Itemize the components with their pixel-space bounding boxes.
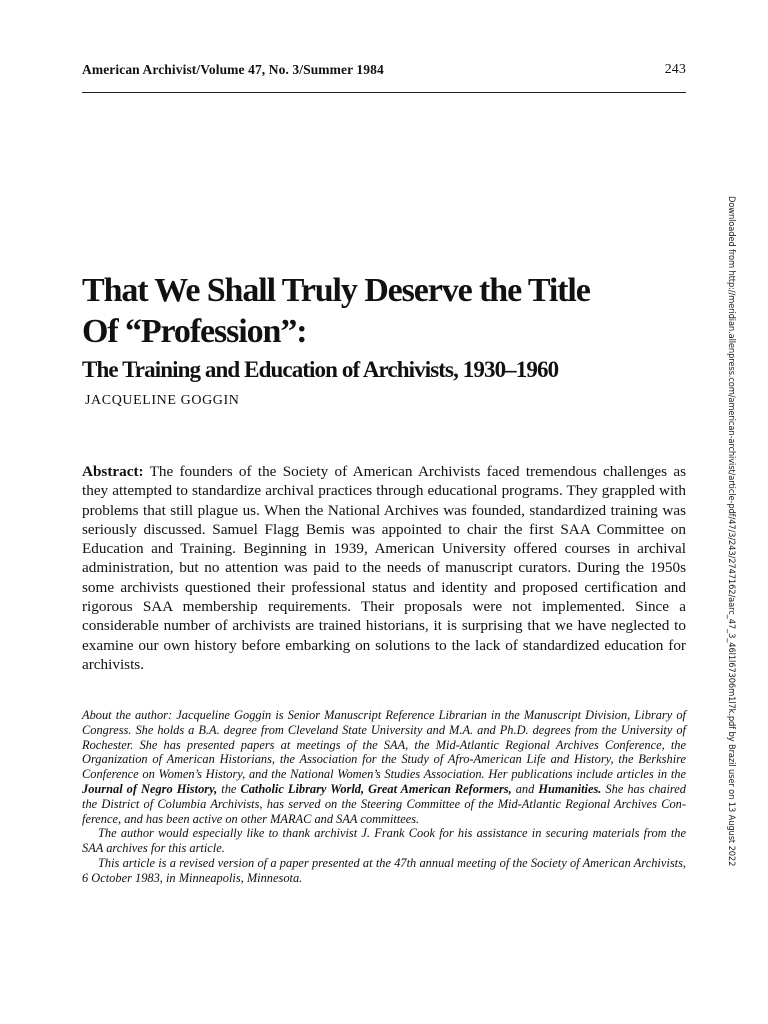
article-title-line-1: That We Shall Truly Deserve the Title bbox=[82, 272, 590, 309]
publication-title: Catholic Library World, Great American Reformers, bbox=[240, 781, 512, 796]
publication-title: Journal of Negro History, bbox=[82, 781, 218, 796]
running-head bbox=[82, 62, 686, 82]
about-author-note bbox=[82, 708, 686, 886]
journal-citation: American Archivist/Volume 47, No. 3/Summer 1984 bbox=[82, 62, 384, 77]
publication-title: Humanities. bbox=[538, 781, 602, 796]
article-title-line-2: Of “Profession”: bbox=[82, 313, 307, 350]
revision-note: This article is a revised version of a paper presented at the 47th annual meeting of the Society of American Archivists, 6 October 1983, in Minneapolis, Minnesota. bbox=[82, 855, 686, 885]
author-bio-text: Jacqueline Goggin is Senior Manuscript Reference Librarian in the Manuscript Division, Library of Congress. She holds a B.A. degree from Cleveland State University and M.A. and Ph.D. degrees from the University of Rochester. She has presented papers at meetings of the SAA, the Mid-Atlantic Regional Archives Conference, the Organization of American Historians, the Association for the Study of Afro-American Life and History, the Berkshire Conference on Women’s History, and the National Women’s Studies Association. Her publications include articles in the bbox=[82, 708, 686, 782]
abstract-label: Abstract: bbox=[82, 463, 144, 480]
about-author-label: About the author: bbox=[82, 708, 173, 722]
article-title bbox=[82, 270, 702, 352]
abstract bbox=[82, 462, 686, 674]
download-watermark bbox=[727, 196, 737, 867]
header-rule bbox=[82, 92, 686, 93]
author-bio bbox=[82, 708, 686, 826]
download-watermark-text: Downloaded from http://meridian.allenpress.com/american-archivist/article-pdf/47/3/243/2747162/aarc_47_3_46l1l67306m1l7k.pdf by Brazil user on 13 August 2022 bbox=[727, 196, 737, 867]
page-number: 243 bbox=[664, 62, 686, 77]
author-bio-text: the bbox=[221, 781, 237, 796]
author-bio-text: and bbox=[515, 781, 535, 796]
abstract-text: The founders of the Society of American Archivists faced tremendous challenges as they attempted to standardize archival practices through educational programs. They grappled with problems that still plague us. When the National Archives was founded, standardized training was seriously discussed. Samuel Flagg Bemis was appointed to chair the first SAA Committee on Education and Training. Beginning in 1939, American University offered courses in archival administration, but no attention was paid to the needs of manuscript curators. During the 1950s some archivists questioned their professional status and identity and proposed certification and rigorous SAA membership requirements. Their proposals were not implemented. Since a considerable number of archivists are trained historians, it is surprising that we have neglected to examine our own history before embarking on solutions to the lack of standardized education for archivists. bbox=[82, 463, 686, 673]
author-bio-text: She has chaired the District of Columbia Archivists, has served on the Steering Committee of the Mid-Atlantic Regional Archives Conference, and has been active on other MARAC and SAA committees. bbox=[82, 781, 686, 826]
acknowledgment: The author would especially like to thank archivist J. Frank Cook for his assistance in securing materials from the SAA archives for this article. bbox=[82, 826, 686, 856]
article-subtitle: The Training and Education of Archivists, 1930–1960 bbox=[82, 357, 559, 382]
author-name: JACQUELINE GOGGIN bbox=[85, 393, 240, 408]
